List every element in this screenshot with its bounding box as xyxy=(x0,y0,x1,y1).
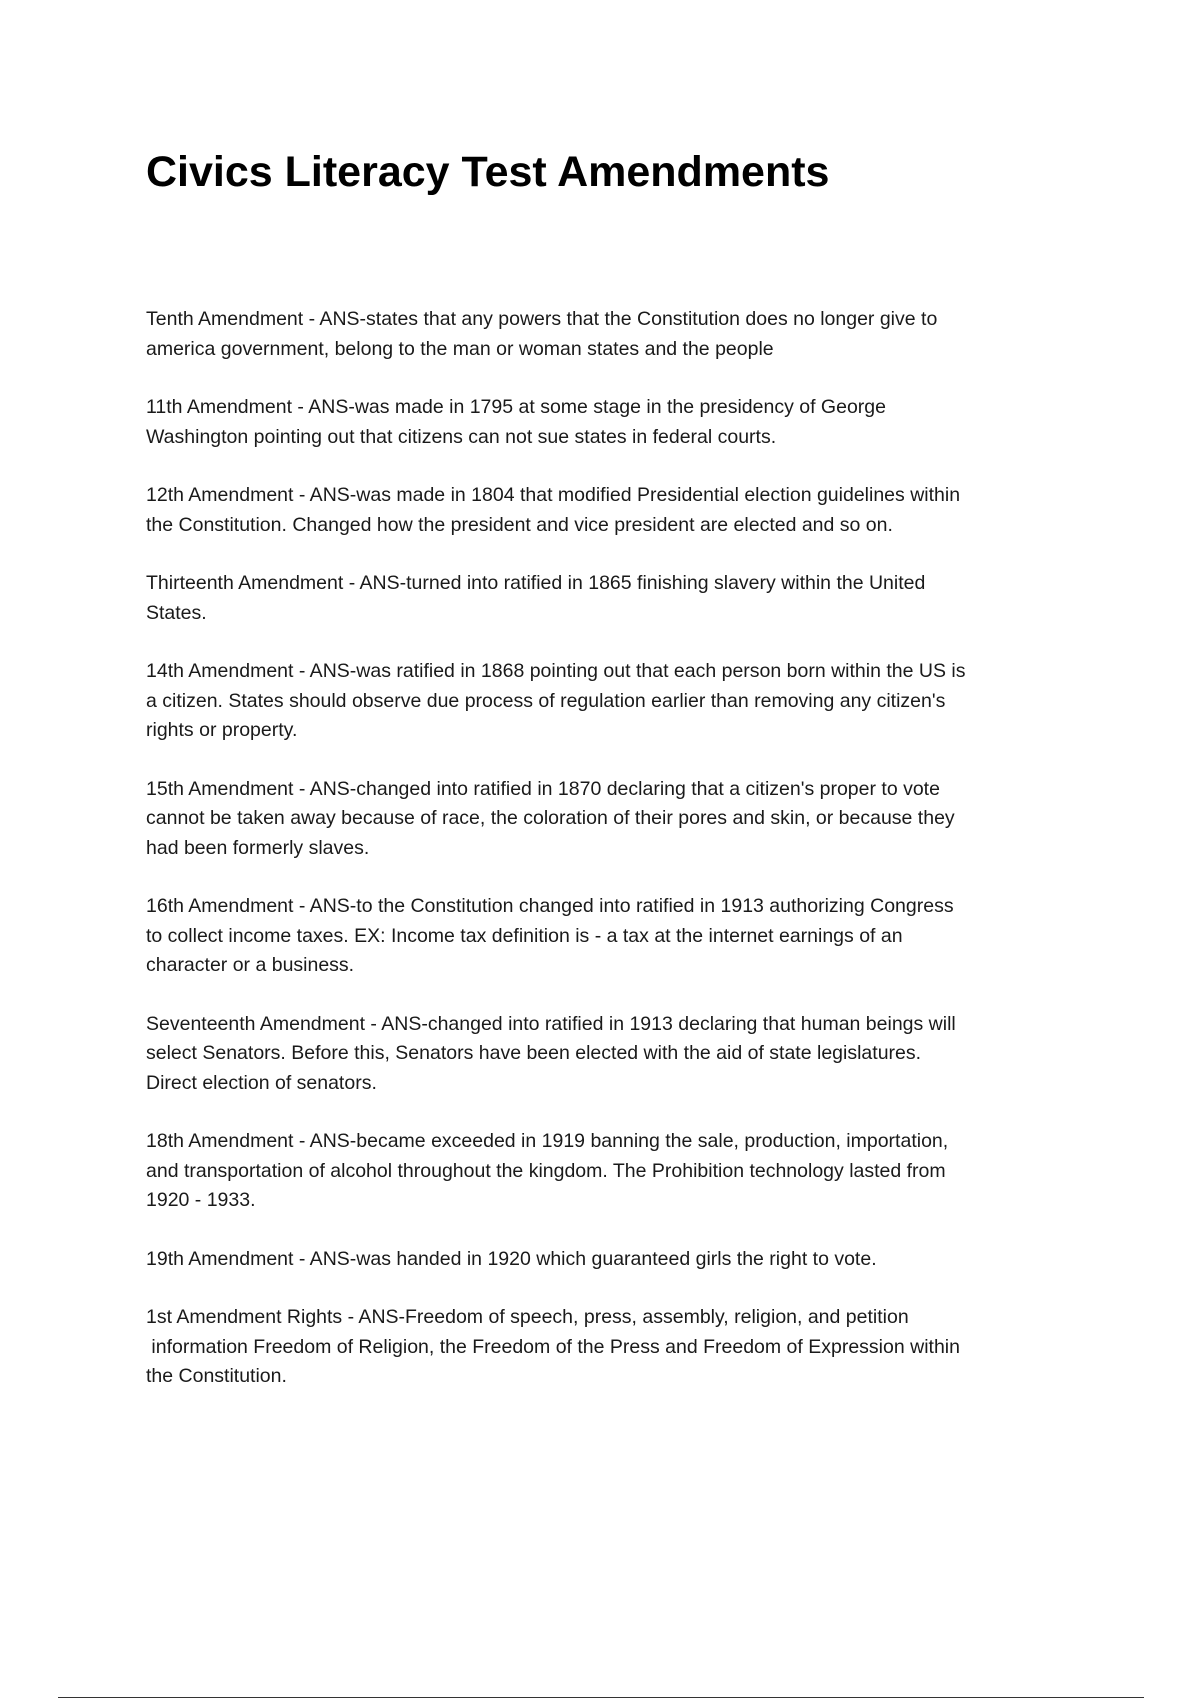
entry-line: 12th Amendment - ANS-was made in 1804 that modified Presidential election guidelines within xyxy=(146,484,961,506)
amendment-entry-19th xyxy=(146,1245,1146,1275)
entry-line: the Constitution. Changed how the president and vice president are elected and so on. xyxy=(146,513,893,536)
entry-line: had been formerly slaves. xyxy=(146,836,370,859)
entry-line: States. xyxy=(146,601,207,624)
entry-line: Seventeenth Amendment - ANS-changed into ratified in 1913 declaring that human beings will xyxy=(146,1012,956,1035)
amendment-list xyxy=(146,305,1146,1421)
entry-line: america government, belong to the man or woman states and the people xyxy=(146,337,774,360)
amendment-entry-thirteenth xyxy=(146,569,1146,628)
amendment-entry-tenth xyxy=(146,305,1146,364)
entry-line: 15th Amendment - ANS-changed into ratified in 1870 declaring that a citizen's proper to vote xyxy=(146,777,940,800)
amendment-entry-1st-rights xyxy=(146,1303,1146,1392)
entry-line: a citizen. States should observe due process of regulation earlier than removing any citizen's xyxy=(146,689,946,712)
entry-line: select Senators. Before this, Senators have been elected with the aid of state legislatures. xyxy=(146,1042,922,1064)
amendment-entry-seventeenth xyxy=(146,1010,1146,1099)
amendment-entry-18th xyxy=(146,1127,1146,1216)
entry-line: information Freedom of Religion, the Freedom of the Press and Freedom of Expression within xyxy=(146,1335,960,1358)
footer-divider xyxy=(58,1697,1144,1698)
page-title: Civics Literacy Test Amendments xyxy=(146,148,830,196)
amendment-entry-15th xyxy=(146,775,1146,864)
entry-line: character or a business. xyxy=(146,954,355,976)
entry-line: Washington pointing out that citizens can not sue states in federal courts. xyxy=(146,425,777,448)
entry-line: Tenth Amendment - ANS-states that any powers that the Constitution does no longer give to xyxy=(146,308,938,330)
entry-line: 18th Amendment - ANS-became exceeded in 1919 banning the sale, production, importation, xyxy=(146,1130,949,1152)
entry-line: to collect income taxes. EX: Income tax definition is - a tax at the internet earnings of an xyxy=(146,924,903,947)
entry-line: 14th Amendment - ANS-was ratified in 1868 pointing out that each person born within the US is xyxy=(146,660,966,682)
amendment-entry-11th xyxy=(146,393,1146,452)
entry-line: 11th Amendment - ANS-was made in 1795 at some stage in the presidency of George xyxy=(146,396,886,418)
entry-line: and transportation of alcohol throughout the kingdom. The Prohibition technology lasted from xyxy=(146,1159,946,1182)
entry-line: rights or property. xyxy=(146,719,298,741)
entry-line: Direct election of senators. xyxy=(146,1071,377,1094)
amendment-entry-16th xyxy=(146,892,1146,981)
amendment-entry-12th xyxy=(146,481,1146,540)
entry-line: 1920 - 1933. xyxy=(146,1189,256,1211)
entry-line: cannot be taken away because of race, the coloration of their pores and skin, or because they xyxy=(146,807,955,829)
entry-line: 19th Amendment - ANS-was handed in 1920 which guaranteed girls the right to vote. xyxy=(146,1247,877,1270)
entry-line: Thirteenth Amendment - ANS-turned into ratified in 1865 finishing slavery within the United xyxy=(146,572,926,594)
entry-line: the Constitution. xyxy=(146,1365,287,1387)
amendment-entry-14th xyxy=(146,657,1146,746)
entry-line: 16th Amendment - ANS-to the Constitution changed into ratified in 1913 authorizing Congress xyxy=(146,895,954,917)
entry-line: 1st Amendment Rights - ANS-Freedom of speech, press, assembly, religion, and petition xyxy=(146,1306,909,1328)
